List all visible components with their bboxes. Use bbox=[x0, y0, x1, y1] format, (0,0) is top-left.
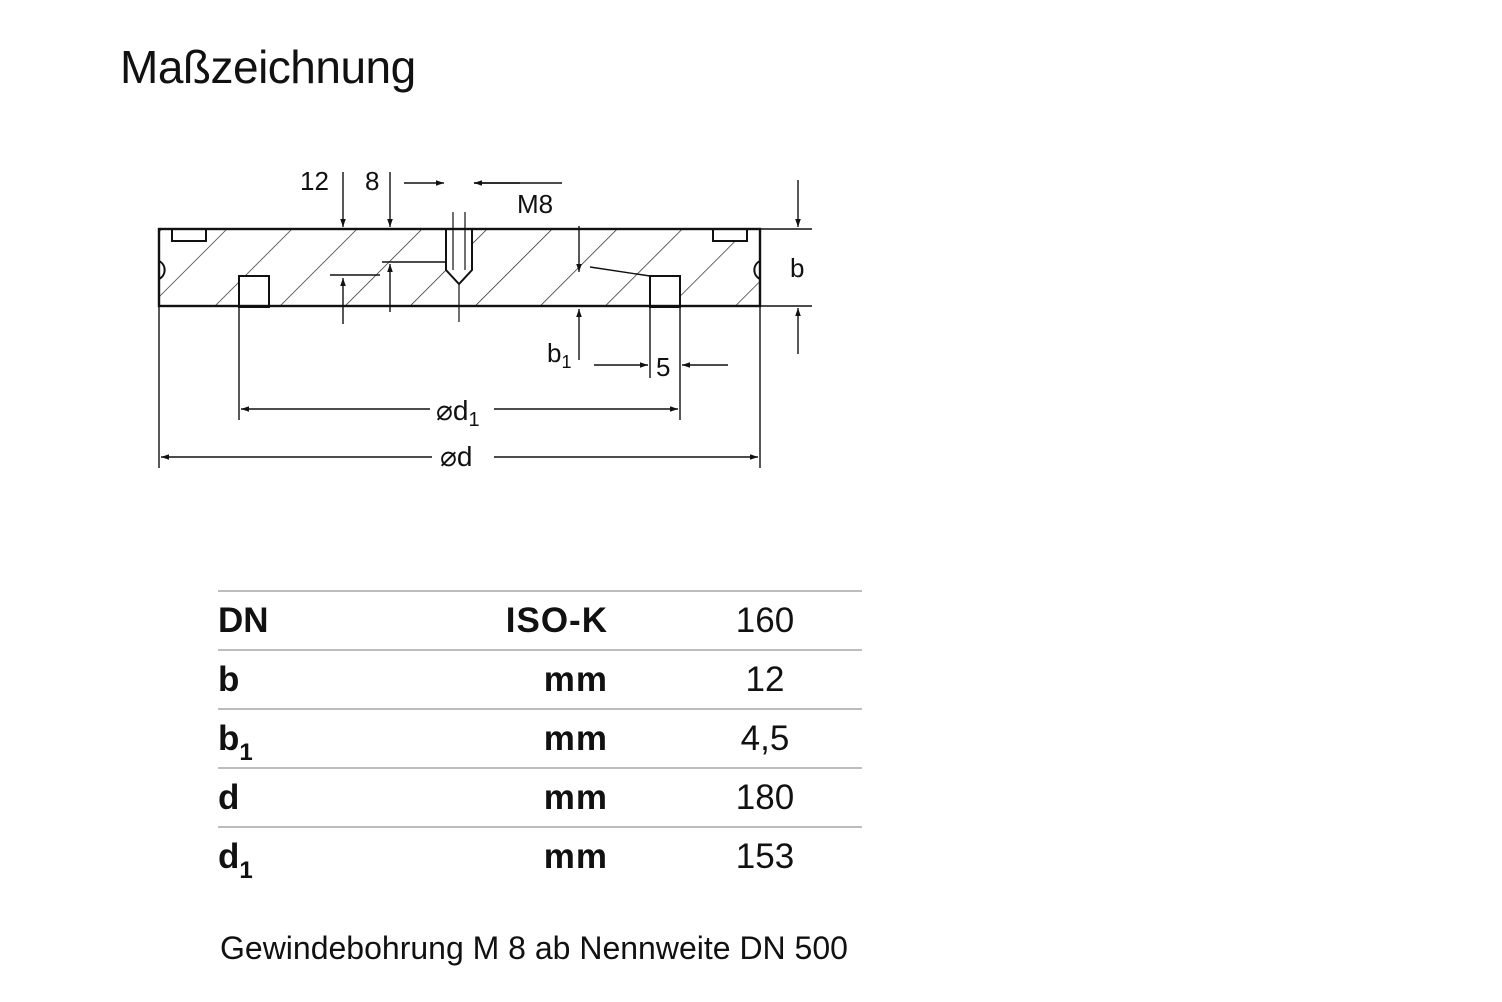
label-8: 8 bbox=[365, 166, 380, 196]
table-row bbox=[218, 709, 862, 768]
unit-cell: ISO-K bbox=[418, 591, 608, 650]
unit-cell: mm bbox=[418, 827, 608, 885]
label-d1-sub: 1 bbox=[468, 409, 480, 431]
param-name: DN bbox=[218, 600, 269, 640]
footnote: Gewindebohrung M 8 ab Nennweite DN 500 bbox=[220, 930, 848, 966]
value-cell: 153 bbox=[608, 827, 862, 885]
param-cell bbox=[218, 591, 418, 650]
value-cell: 4,5 bbox=[608, 709, 862, 768]
label-d1 bbox=[436, 395, 480, 431]
table-row bbox=[218, 768, 862, 827]
table-row bbox=[218, 591, 862, 650]
param-cell bbox=[218, 768, 418, 827]
label-b1-sub: 1 bbox=[561, 352, 572, 372]
dimension-lines bbox=[159, 172, 812, 468]
param-name: d bbox=[218, 836, 240, 876]
value-cell: 180 bbox=[608, 768, 862, 827]
label-5: 5 bbox=[656, 352, 671, 382]
param-cell bbox=[218, 650, 418, 709]
label-d1-main: ⌀d bbox=[436, 395, 469, 426]
unit-cell: mm bbox=[418, 768, 608, 827]
unit-cell: mm bbox=[418, 650, 608, 709]
param-subscript: 1 bbox=[239, 856, 253, 884]
param-name: b bbox=[218, 659, 240, 699]
page-title: Maßzeichnung bbox=[120, 41, 416, 93]
label-b: b bbox=[790, 253, 805, 283]
label-d: ⌀d bbox=[440, 441, 473, 472]
param-cell bbox=[218, 709, 418, 768]
label-b1-main: b bbox=[547, 338, 562, 368]
unit-cell: mm bbox=[418, 709, 608, 768]
table-row bbox=[218, 827, 862, 885]
dimension-labels bbox=[300, 166, 804, 472]
label-m8: M8 bbox=[517, 189, 554, 219]
param-subscript: 1 bbox=[239, 738, 253, 766]
spec-table bbox=[218, 590, 862, 885]
param-name: b bbox=[218, 718, 240, 758]
flange-section bbox=[159, 212, 760, 322]
label-12: 12 bbox=[300, 166, 329, 196]
table-row bbox=[218, 650, 862, 709]
value-cell: 160 bbox=[608, 591, 862, 650]
param-cell bbox=[218, 827, 418, 885]
value-cell: 12 bbox=[608, 650, 862, 709]
label-b1 bbox=[547, 338, 571, 372]
param-name: d bbox=[218, 777, 240, 817]
